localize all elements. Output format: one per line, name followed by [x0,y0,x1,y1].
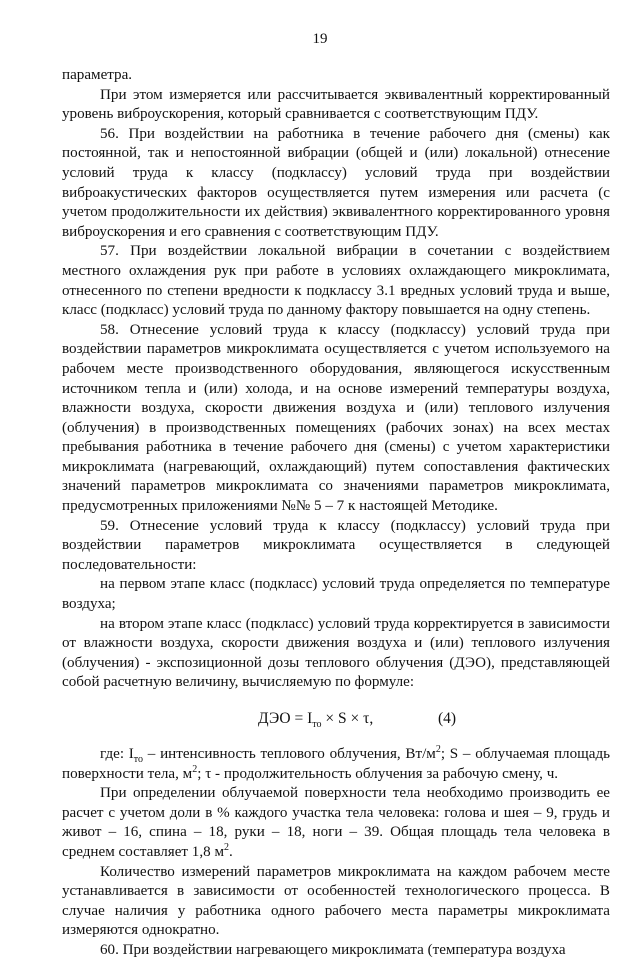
paragraph-57: 57. При воздействии локальной вибрации в сочетании с воздействием местного охлаждения рук при работе в условиях охлаждающего микроклимата, отнесенного по степени вредности к подклассу 3.1 вредных условий труда и выше, класс (подкласс) условий труда по данному фактору повышается на одну степень. [62,243,610,319]
paragraph-second-stage: на втором этапе класс (подкласс) условий труда корректируется в зависимости от влажности воздуха, скорости движения воздуха и (или) теплового излучения (облучения) - экспозиционной дозы теплового облучения (ДЭО), представляющей собой расчетную величину, вычисляемую по формуле: [62,615,610,691]
where-subscript: то [133,754,144,766]
page-number: 19 [312,31,328,47]
paragraph-where [62,745,610,784]
where-part-1: где: I [100,746,134,762]
paragraph-56: 56. При воздействии на работника в течение рабочего дня (смены) как постоянной, так и непостоянной вибрации (общей и (или) локальной) отнесение условий труда к классу (подклассу) условий труда при воздействии виброакустических факторов осуществляется путем измерения или расчета (с учетом продолжительности их действия) эквивалентного корректированного уровня виброускорения и его сравнения с соответствующим ПДУ. [62,125,610,240]
formula-number: (4) [438,710,457,727]
formula-deo [62,699,610,739]
paragraph-continuation: параметра. [62,67,133,83]
formula-subscript: то [312,719,322,731]
paragraph-first-stage: на первом этапе класс (подкласс) условий труда определяется по температуре воздуха; [62,576,610,613]
where-superscript-1: 2 [435,743,441,755]
formula-lhs: ДЭО = I [258,710,313,727]
where-part-3: ; S – облучаемая площадь поверхности тела, м [62,746,611,782]
body-area-text: При определении облучаемой поверхности тела необходимо производить ее расчет с учетом доли в % каждого участка тела человека: голова и шея – 9, грудь и живот – 16, спина – 18, руки – 18, ноги – 39. Общая площадь тела человека в среднем составляет 1,8 м [62,785,610,860]
paragraph-equivalent-level: При этом измеряется или рассчитывается эквивалентный корректированный уровень виброускорения, который сравнивается с соответствующим ПДУ. [62,86,610,123]
where-superscript-2: 2 [192,763,198,775]
body-area-end: . [229,843,233,860]
formula-rhs: × S × τ, [321,710,374,727]
document-body [62,66,610,961]
paragraph-body-area [62,784,610,862]
formula-expression [258,709,373,729]
where-part-2: – интенсивность теплового облучения, Вт/м [143,746,436,762]
paragraph-60: 60. При воздействии нагревающего микроклимата (температура воздуха [100,941,566,958]
paragraph-measurement-count: Количество измерений параметров микроклимата на каждом рабочем месте устанавливается в зависимости от особенностей технологического процесса. В случае наличия у работника одного рабочего места параметры микроклимата измеряются однократно. [62,863,610,939]
paragraph-58: 58. Отнесение условий труда к классу (подклассу) условий труда при воздействии параметров микроклимата осуществляется с учетом используемого на рабочем месте производственного оборудования, являющегося искусственным источником тепла и (или) холода, и на основе измерений температуры воздуха, влажности воздуха, скорости движения воздуха и (или) теплового излучения (облучения) в производственных помещениях (рабочих зонах) на всех местах пребывания работника в течение рабочего дня (смены) с учетом характеристики микроклимата (нагревающий, охлаждающий) путем сопоставления фактических значений параметров микроклимата со значениями параметров микроклимата, предусмотренных приложениями №№ 5 – 7 к настоящей Методике. [62,321,610,515]
paragraph-59: 59. Отнесение условий труда к классу (подклассу) условий труда при воздействии параметров микроклимата осуществляется в следующей последовательности: [62,517,610,573]
body-area-superscript: 2 [224,841,229,853]
where-part-4: ; τ - продолжительность облучения за рабочую смену, ч. [197,765,559,782]
